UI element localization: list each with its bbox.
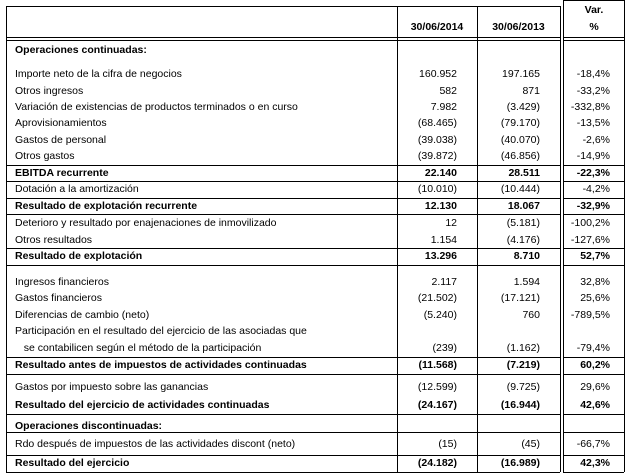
column-rule [477, 6, 478, 472]
row-value-2013: 8.710 [513, 250, 540, 262]
row-label: Rdo después de impuestos de las actividades discont (neto) [15, 438, 296, 450]
row-value-2013: (4.176) [506, 234, 540, 246]
row-variation: 42,6% [580, 399, 610, 411]
row-rule [563, 472, 624, 473]
header-col-2013: 30/06/2013 [492, 21, 545, 33]
row-value-2013: 197.165 [502, 68, 540, 80]
row-variation: -13,5% [576, 117, 610, 129]
row-value-2014: 1.154 [430, 234, 457, 246]
row-variation: -66,7% [576, 438, 610, 450]
row-label: Dotación a la amortización [15, 183, 139, 195]
row-rule [6, 265, 560, 266]
row-label: EBITDA recurrente [15, 167, 109, 179]
row-label: Resultado antes de impuestos de actividades continuadas [15, 359, 307, 371]
row-value-2014: (11.568) [418, 359, 457, 371]
row-value-2013: (7.219) [506, 359, 540, 371]
row-rule [563, 455, 624, 456]
row-label: Otros resultados [15, 234, 93, 246]
row-rule [6, 6, 560, 7]
row-label: Gastos financieros [15, 292, 102, 304]
row-label: Gastos de personal [15, 134, 107, 146]
row-label: Deterioro y resultado por enajenaciones de inmovilizado [15, 217, 277, 229]
row-value-2013: 760 [522, 309, 540, 321]
row-value-2013: (79.170) [500, 117, 540, 129]
column-rule [563, 0, 564, 472]
row-value-2013: (3.429) [506, 101, 540, 113]
row-rule [563, 248, 624, 249]
row-value-2014: (24.182) [417, 457, 457, 469]
row-label: Importe neto de la cifra de negocios [15, 68, 182, 80]
row-value-2013: (16.989) [500, 457, 540, 469]
column-rule [397, 6, 398, 472]
row-variation: -100,2% [570, 217, 610, 229]
row-label: Operaciones discontinuadas: [15, 420, 163, 432]
row-variation: -2,6% [582, 134, 610, 146]
row-label: Resultado de explotación recurrente [15, 200, 198, 212]
row-rule [563, 374, 624, 375]
row-variation: -789,5% [570, 309, 610, 321]
row-value-2014: (239) [432, 342, 457, 354]
row-value-2014: (39.872) [417, 150, 457, 162]
row-label: Otros ingresos [15, 85, 84, 97]
row-variation: 42,3% [580, 457, 610, 469]
row-variation: -332,8% [570, 101, 610, 113]
row-label: Participación en el resultado del ejercicio de las asociadas que [15, 325, 307, 337]
row-value-2013: (45) [521, 438, 540, 450]
row-variation: -4,2% [582, 183, 610, 195]
row-rule [563, 198, 624, 199]
row-label: Gastos por impuesto sobre las ganancias [15, 381, 209, 393]
row-rule [563, 165, 624, 166]
row-label: Aprovisionamientos [15, 117, 107, 129]
row-rule [6, 198, 560, 199]
row-rule [6, 40, 560, 41]
column-rule [560, 6, 561, 472]
row-rule [6, 248, 560, 249]
row-rule [6, 214, 560, 215]
header-var-line2: % [589, 21, 599, 33]
row-rule [563, 357, 624, 358]
row-value-2014: (12.599) [417, 381, 457, 393]
row-value-2014: (68.465) [417, 117, 457, 129]
row-value-2013: (5.181) [506, 217, 540, 229]
row-label: Variación de existencias de productos terminados o en curso [15, 101, 298, 113]
row-rule [563, 40, 624, 41]
row-variation: 52,7% [580, 250, 610, 262]
row-rule [563, 37, 624, 38]
row-value-2013: 28.511 [508, 167, 540, 179]
header-var-line1: Var. [584, 4, 604, 16]
row-variation: 32,8% [580, 276, 610, 288]
row-value-2014: (21.502) [417, 292, 457, 304]
row-label: Diferencias de cambio (neto) [15, 309, 150, 321]
row-rule [6, 432, 560, 433]
row-value-2014: 160.952 [419, 68, 457, 80]
row-label: Ingresos financieros [15, 276, 109, 288]
row-value-2014: 13.296 [424, 250, 457, 262]
row-variation: -33,2% [576, 85, 610, 97]
row-rule [6, 37, 560, 38]
row-rule [563, 0, 624, 1]
row-variation: -22,3% [576, 167, 610, 179]
row-rule [563, 214, 624, 215]
row-variation: 60,2% [580, 359, 610, 371]
row-rule [563, 432, 624, 433]
row-value-2013: 871 [522, 85, 540, 97]
row-rule [6, 165, 560, 166]
row-rule [6, 181, 560, 182]
row-rule [6, 374, 560, 375]
row-value-2014: 7.982 [430, 101, 457, 113]
row-value-2014: 2.117 [431, 276, 457, 288]
row-label: Resultado de explotación [15, 250, 143, 262]
row-label: se contabilicen según el método de la participación [15, 342, 262, 354]
row-label: Resultado del ejercicio de actividades continuadas [15, 399, 270, 411]
row-variation: -32,9% [576, 200, 610, 212]
row-variation: -18,4% [576, 68, 610, 80]
row-value-2014: 12 [445, 217, 457, 229]
row-value-2013: 18.067 [507, 200, 540, 212]
row-value-2013: (10.444) [500, 183, 540, 195]
row-value-2014: (15) [438, 438, 457, 450]
row-variation: 29,6% [580, 381, 610, 393]
header-col-2014: 30/06/2014 [410, 21, 464, 33]
column-rule [6, 6, 7, 472]
row-label: Operaciones continuadas: [15, 44, 147, 56]
row-value-2013: (17.121) [500, 292, 540, 304]
row-value-2014: 582 [439, 85, 457, 97]
row-value-2013: (40.070) [500, 134, 540, 146]
row-value-2014: 22.140 [424, 167, 457, 179]
row-value-2014: (10.010) [417, 183, 457, 195]
row-value-2014: 12.130 [424, 200, 457, 212]
row-value-2014: (39.038) [417, 134, 457, 146]
row-label: Otros gastos [15, 150, 75, 162]
row-value-2014: (24.167) [417, 399, 457, 411]
row-value-2013: (46.856) [500, 150, 540, 162]
row-variation: -14,9% [576, 150, 610, 162]
row-rule [6, 472, 560, 473]
row-value-2013: (1.162) [506, 342, 540, 354]
row-rule [6, 357, 560, 358]
row-value-2014: (5.240) [423, 309, 457, 321]
row-value-2013: (16.944) [500, 399, 540, 411]
row-rule [6, 414, 560, 415]
row-variation: 25,6% [580, 292, 610, 304]
row-variation: -79,4% [576, 342, 610, 354]
row-variation: -127,6% [570, 234, 610, 246]
row-value-2013: (9.725) [506, 381, 540, 393]
row-label: Resultado del ejercicio [15, 457, 130, 469]
column-rule [624, 0, 625, 472]
row-rule [563, 414, 624, 415]
row-rule [563, 181, 624, 182]
row-rule [6, 455, 560, 456]
row-value-2013: 1.594 [513, 276, 540, 288]
row-rule [563, 265, 624, 266]
